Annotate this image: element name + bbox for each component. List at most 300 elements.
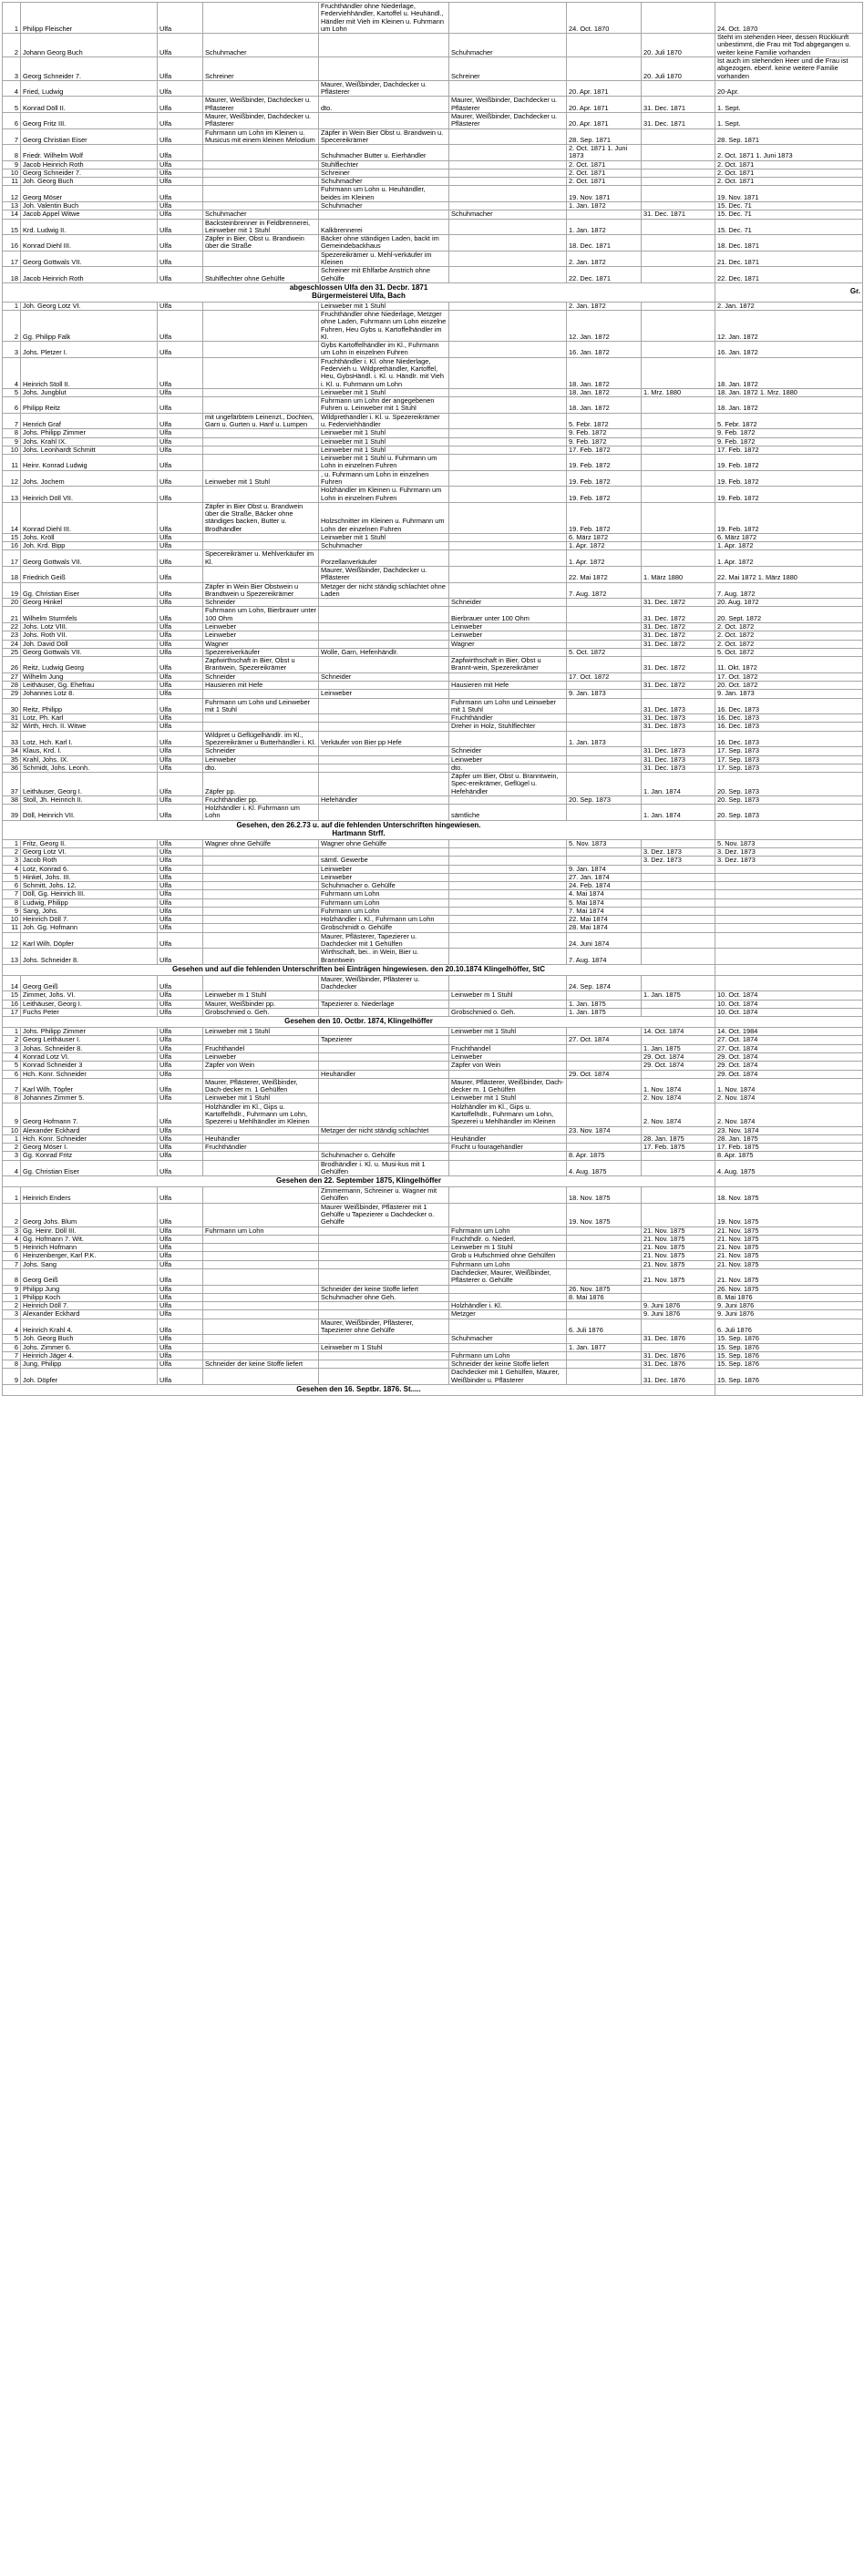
cell-ort: Ulfa: [158, 873, 203, 881]
cell-gewerbe-2: Schuhmacher: [319, 542, 449, 550]
cell-nr: 1: [3, 302, 21, 310]
cell-ende: [642, 302, 715, 310]
cell-nr: 8: [3, 1360, 21, 1369]
cell-gewerbe-1: Fruchthändler: [203, 1144, 319, 1152]
table-row: [3, 1134, 863, 1143]
cell-nr: 14: [3, 502, 21, 533]
cell-ende: [642, 128, 715, 145]
cell-name: Schmitt, Johs. 12.: [21, 882, 158, 890]
cell-ende: 31. Dec. 1873: [642, 714, 715, 723]
cell-gewerbe-2: [319, 1044, 449, 1052]
cell-gewerbe-3: Wagner: [449, 640, 567, 648]
cell-ort: Ulfa: [158, 1134, 203, 1143]
cell-gewerbe-2: Bäcker ohne ständigen Laden, backt im Gemeindebackhaus: [319, 235, 449, 251]
cell-nr: 3: [3, 1044, 21, 1052]
cell-nr: 4: [3, 865, 21, 873]
cell-gewerbe-1: Leinweber mit 1 Stuhl: [203, 1028, 319, 1036]
cell-ende: 31. Dec. 1876: [642, 1335, 715, 1343]
cell-name: Joh. David Döll: [21, 640, 158, 648]
cell-beginn: 1. Jan. 1875: [567, 1008, 642, 1016]
cell-bemerkung: 15. Dec. 71: [715, 210, 863, 219]
table-row: [3, 202, 863, 210]
cell-ort: Ulfa: [158, 1360, 203, 1369]
cell-bemerkung: 2. Jan. 1872: [715, 302, 863, 310]
table-row: [3, 550, 863, 567]
cell-bemerkung: 19. Nov. 1871: [715, 186, 863, 202]
cell-name: Johs. Philipp Zimmer: [21, 1028, 158, 1036]
cell-gewerbe-2: [319, 1260, 449, 1268]
cell-ende: 14. Oct. 1874: [642, 1028, 715, 1036]
cell-nr: 5: [3, 1335, 21, 1343]
cell-gewerbe-1: [203, 932, 319, 949]
cell-gewerbe-3: [449, 648, 567, 656]
cell-ort: Ulfa: [158, 3, 203, 34]
cell-ort: Ulfa: [158, 1244, 203, 1252]
cell-ende: [642, 949, 715, 965]
cell-ort: Ulfa: [158, 550, 203, 567]
cell-gewerbe-1: Schuhmacher: [203, 210, 319, 219]
cell-ende: [642, 357, 715, 388]
cell-ort: Ulfa: [158, 1103, 203, 1126]
cell-gewerbe-1: [203, 1260, 319, 1268]
cell-name: Jung, Philipp: [21, 1360, 158, 1369]
cell-bemerkung: 19. Feb. 1872: [715, 502, 863, 533]
cell-beginn: [567, 631, 642, 640]
cell-gewerbe-2: [319, 1062, 449, 1070]
cell-ende: 9. Juni 1876: [642, 1302, 715, 1310]
cell-gewerbe-1: Schneider: [203, 672, 319, 681]
cell-gewerbe-2: Porzellanverkäufer: [319, 550, 449, 567]
cell-ort: Ulfa: [158, 1302, 203, 1310]
cell-nr: 8: [3, 1269, 21, 1286]
table-row: [3, 1293, 863, 1301]
cell-bemerkung: 21. Dec. 1871: [715, 251, 863, 267]
table-row: [3, 932, 863, 949]
table-row: [3, 991, 863, 1000]
cell-bemerkung: 27. Oct. 1874: [715, 1044, 863, 1052]
cell-nr: 19: [3, 582, 21, 599]
cell-name: Johs. Jochem: [21, 470, 158, 487]
table-row: [3, 1335, 863, 1343]
cell-gewerbe-1: [203, 890, 319, 898]
cell-gewerbe-3: Schuhmacher: [449, 210, 567, 219]
cell-beginn: 4. Aug. 1875: [567, 1160, 642, 1176]
cell-beginn: 4. Mai 1874: [567, 890, 642, 898]
cell-nr: 9: [3, 437, 21, 446]
cell-beginn: 7. Aug. 1874: [567, 949, 642, 965]
cell-gewerbe-3: [449, 311, 567, 342]
cell-name: Ludwig, Philipp: [21, 898, 158, 907]
cell-gewerbe-3: [449, 446, 567, 454]
cell-gewerbe-1: [203, 251, 319, 267]
cell-ende: 9. Juni 1876: [642, 1310, 715, 1319]
cell-ende: 31. Dec. 1871: [642, 112, 715, 128]
cell-gewerbe-2: Leinweber mit 1 Stuhl: [319, 446, 449, 454]
cell-gewerbe-3: [449, 1203, 567, 1226]
cell-ende: [642, 413, 715, 429]
cell-ort: Ulfa: [158, 1235, 203, 1243]
table-row: [3, 599, 863, 607]
section-note-right: [715, 1384, 863, 1395]
cell-gewerbe-2: Verkäufer von Bier pp Hefe: [319, 731, 449, 747]
cell-ende: [642, 907, 715, 915]
cell-beginn: [567, 1252, 642, 1260]
cell-bemerkung: 12. Jan. 1872: [715, 311, 863, 342]
cell-ort: Ulfa: [158, 1260, 203, 1268]
cell-gewerbe-1: Spezereiverkäufer: [203, 648, 319, 656]
cell-nr: 9: [3, 1285, 21, 1293]
cell-name: Alexander Eckhard: [21, 1126, 158, 1134]
cell-nr: 3: [3, 1226, 21, 1235]
cell-gewerbe-1: [203, 186, 319, 202]
cell-gewerbe-2: Wolle, Garn, Hefenhändlr.: [319, 648, 449, 656]
table-row: [3, 1351, 863, 1360]
table-row: [3, 714, 863, 723]
cell-gewerbe-3: Schneider der keine Stoffe liefert: [449, 1360, 567, 1369]
table-row: [3, 311, 863, 342]
cell-gewerbe-1: [203, 916, 319, 924]
cell-gewerbe-3: [449, 567, 567, 583]
cell-beginn: 2. Jan. 1872: [567, 302, 642, 310]
cell-beginn: 6. Juli 1876: [567, 1319, 642, 1335]
cell-nr: 38: [3, 795, 21, 804]
cell-gewerbe-2: Wirthschaft, bei.. in Wein, Bier u. Branntwein: [319, 949, 449, 965]
cell-nr: 13: [3, 487, 21, 503]
table-row: [3, 723, 863, 731]
cell-nr: 15: [3, 219, 21, 235]
cell-ende: [642, 1293, 715, 1301]
cell-ort: Ulfa: [158, 1293, 203, 1301]
cell-nr: 16: [3, 1000, 21, 1008]
cell-gewerbe-1: [203, 1252, 319, 1260]
cell-gewerbe-3: Maurer, Weißbinder, Dachdecker u. Pflästerer: [449, 112, 567, 128]
cell-bemerkung: 20-Apr.: [715, 80, 863, 97]
cell-name: Georg Gottwals VII.: [21, 550, 158, 567]
cell-ort: Ulfa: [158, 898, 203, 907]
cell-nr: 9: [3, 1369, 21, 1385]
cell-beginn: 29. Oct. 1874: [567, 1070, 642, 1078]
cell-gewerbe-1: [203, 357, 319, 388]
cell-bemerkung: 16. Dec. 1873: [715, 723, 863, 731]
cell-gewerbe-1: [203, 397, 319, 414]
cell-ende: [642, 470, 715, 487]
cell-gewerbe-3: [449, 731, 567, 747]
table-row: [3, 470, 863, 487]
cell-ort: Ulfa: [158, 698, 203, 714]
table-row: [3, 186, 863, 202]
cell-gewerbe-2: Fuhrmann um Lohn: [319, 890, 449, 898]
cell-beginn: 5. Oct. 1872: [567, 648, 642, 656]
cell-bemerkung: 17. Sep. 1873: [715, 747, 863, 755]
cell-name: Philipp Koch: [21, 1293, 158, 1301]
cell-ende: [642, 542, 715, 550]
cell-beginn: [567, 1028, 642, 1036]
cell-gewerbe-2: Kalkbrennerei: [319, 219, 449, 235]
cell-bemerkung: 17. Sep. 1873: [715, 755, 863, 764]
cell-name: Johs. Zimmer 6.: [21, 1343, 158, 1351]
cell-ort: Ulfa: [158, 755, 203, 764]
cell-bemerkung: 8. Apr. 1875: [715, 1152, 863, 1160]
cell-gewerbe-2: Schreiner: [319, 169, 449, 177]
cell-gewerbe-2: [319, 1226, 449, 1235]
cell-gewerbe-2: [319, 640, 449, 648]
cell-name: Georg Lotz VI.: [21, 847, 158, 856]
cell-gewerbe-3: [449, 487, 567, 503]
cell-ende: 31. Dec. 1872: [642, 623, 715, 631]
cell-nr: 7: [3, 128, 21, 145]
cell-bemerkung: 21. Nov. 1875: [715, 1269, 863, 1286]
cell-gewerbe-2: [319, 631, 449, 640]
cell-beginn: [567, 657, 642, 673]
cell-gewerbe-1: [203, 1152, 319, 1160]
table-row: [3, 882, 863, 890]
cell-bemerkung: 22. Mai 1872 1. März 1880: [715, 567, 863, 583]
cell-ende: [642, 502, 715, 533]
cell-nr: 7: [3, 1078, 21, 1094]
table-row: [3, 1028, 863, 1036]
cell-beginn: [567, 755, 642, 764]
cell-ort: Ulfa: [158, 1343, 203, 1351]
cell-gewerbe-2: [319, 1360, 449, 1369]
cell-ort: Ulfa: [158, 924, 203, 932]
cell-gewerbe-2: [319, 847, 449, 856]
cell-beginn: [567, 773, 642, 796]
cell-beginn: 24. Juni 1874: [567, 932, 642, 949]
cell-gewerbe-1: [203, 202, 319, 210]
cell-bemerkung: 15. Sep. 1876: [715, 1335, 863, 1343]
cell-beginn: 28. Mai 1874: [567, 924, 642, 932]
cell-gewerbe-3: [449, 388, 567, 396]
cell-ort: Ulfa: [158, 97, 203, 113]
table-row: [3, 97, 863, 113]
cell-gewerbe-1: [203, 342, 319, 358]
cell-bemerkung: 26. Nov. 1875: [715, 1285, 863, 1293]
cell-beginn: [567, 1134, 642, 1143]
cell-nr: 16: [3, 235, 21, 251]
cell-ort: Ulfa: [158, 599, 203, 607]
cell-gewerbe-3: [449, 924, 567, 932]
cell-name: Johannes Zimmer 5.: [21, 1094, 158, 1103]
cell-gewerbe-3: [449, 690, 567, 698]
cell-gewerbe-1: Maurer, Weißbinder pp.: [203, 1000, 319, 1008]
table-row: [3, 56, 863, 80]
cell-gewerbe-1: Zäpfer in Wein Bier Obstwein u Brandtwein u Spezereikrämer: [203, 582, 319, 599]
cell-gewerbe-3: [449, 397, 567, 414]
cell-nr: 16: [3, 542, 21, 550]
cell-name: Heinrich Döll 7.: [21, 1302, 158, 1310]
cell-beginn: 22. Mai 1872: [567, 567, 642, 583]
cell-beginn: 26. Nov. 1875: [567, 1285, 642, 1293]
cell-bemerkung: 18. Jan. 1872 1. Mrz. 1880: [715, 388, 863, 396]
cell-gewerbe-1: Maurer, Pflästerer, Weißbinder, Dach-decker m. 1 Gehülfen: [203, 1078, 319, 1094]
cell-name: Georg Schneider 7.: [21, 169, 158, 177]
cell-nr: 2: [3, 847, 21, 856]
cell-gewerbe-2: [319, 607, 449, 623]
cell-ende: 21. Nov. 1875: [642, 1252, 715, 1260]
cell-ende: [642, 429, 715, 437]
cell-gewerbe-2: Holzhändler i. Kl., Fuhrmann um Lohn: [319, 916, 449, 924]
cell-ende: 31. Dec. 1873: [642, 764, 715, 772]
cell-gewerbe-2: [319, 599, 449, 607]
cell-gewerbe-1: Stuhlflechter ohne Gehülfe: [203, 267, 319, 283]
cell-bemerkung: 2. Oct. 1871 1. Juni 1873: [715, 145, 863, 161]
cell-nr: 2: [3, 1036, 21, 1044]
cell-gewerbe-1: Wagner: [203, 640, 319, 648]
cell-beginn: 28. Sep. 1871: [567, 128, 642, 145]
cell-name: Heinzenberger, Karl P.K.: [21, 1252, 158, 1260]
table-row: [3, 455, 863, 471]
cell-name: Konrad Diehl III.: [21, 502, 158, 533]
cell-nr: 32: [3, 723, 21, 731]
cell-bemerkung: 29. Oct. 1874: [715, 1070, 863, 1078]
table-row: [3, 235, 863, 251]
cell-name: Georg Johs. Blum: [21, 1203, 158, 1226]
cell-bemerkung: 8. Mai 1876: [715, 1293, 863, 1301]
cell-name: Lotz, Hch. Karl I.: [21, 731, 158, 747]
cell-gewerbe-2: [319, 1103, 449, 1126]
cell-nr: 14: [3, 210, 21, 219]
section-note: Gesehen den 22. September 1875, Klingelhöffer: [3, 1176, 715, 1187]
cell-gewerbe-2: [319, 747, 449, 755]
cell-gewerbe-2: dto.: [319, 97, 449, 113]
cell-name: Friedrich Geiß: [21, 567, 158, 583]
cell-nr: 3: [3, 1152, 21, 1160]
cell-name: Jacob Heinrich Roth: [21, 160, 158, 169]
cell-gewerbe-3: [449, 882, 567, 890]
cell-ende: 3. Dez. 1873: [642, 857, 715, 865]
cell-ende: [642, 342, 715, 358]
cell-name: Heinrich Stoll II.: [21, 357, 158, 388]
cell-gewerbe-1: Holzhändler i. Kl. Fuhrmann um Lohn: [203, 805, 319, 821]
cell-gewerbe-3: Grobschmied o. Geh.: [449, 1008, 567, 1016]
cell-nr: 8: [3, 429, 21, 437]
cell-ort: Ulfa: [158, 267, 203, 283]
cell-gewerbe-2: Holzhändler im Kleinen u. Fuhrmann um Lohn in einzelnen Fuhren: [319, 487, 449, 503]
cell-gewerbe-3: Metzger: [449, 1310, 567, 1319]
cell-bemerkung: 5. Nov. 1873: [715, 839, 863, 847]
cell-gewerbe-3: [449, 413, 567, 429]
cell-nr: 18: [3, 567, 21, 583]
cell-gewerbe-1: [203, 1070, 319, 1078]
cell-gewerbe-2: [319, 714, 449, 723]
cell-bemerkung: [715, 975, 863, 991]
cell-beginn: 20. Sep. 1873: [567, 795, 642, 804]
gewerbe-register-table: [2, 2, 863, 1396]
cell-ende: [642, 582, 715, 599]
cell-bemerkung: 21. Nov. 1875: [715, 1260, 863, 1268]
cell-gewerbe-2: Leinweber mit 1 Stuhl: [319, 437, 449, 446]
table-row: [3, 80, 863, 97]
cell-name: Joh. Krd. Bipp: [21, 542, 158, 550]
cell-gewerbe-1: Fuhrmann um Lohn: [203, 1226, 319, 1235]
cell-gewerbe-3: [449, 178, 567, 186]
table-row: [3, 764, 863, 772]
cell-gewerbe-1: [203, 1203, 319, 1226]
cell-ort: Ulfa: [158, 657, 203, 673]
table-row: [3, 924, 863, 932]
cell-gewerbe-1: [203, 311, 319, 342]
table-row: [3, 1252, 863, 1260]
cell-gewerbe-1: [203, 857, 319, 865]
cell-nr: 4: [3, 1160, 21, 1176]
table-row: [3, 865, 863, 873]
cell-nr: 17: [3, 1008, 21, 1016]
cell-bemerkung: 21. Nov. 1875: [715, 1252, 863, 1260]
cell-ende: [642, 1070, 715, 1078]
table-row: [3, 446, 863, 454]
cell-gewerbe-3: Bierbrauer unter 100 Ohm: [449, 607, 567, 623]
cell-name: Wirth, Hrch. II. Witwe: [21, 723, 158, 731]
cell-beginn: 8. Mai 1876: [567, 1293, 642, 1301]
cell-beginn: [567, 1360, 642, 1369]
cell-nr: 9: [3, 907, 21, 915]
cell-gewerbe-2: Maurer, Weißbinder, Pflästerer u. Dachdecker: [319, 975, 449, 991]
cell-beginn: [567, 1335, 642, 1343]
cell-gewerbe-3: Fuhrmann um Lohn: [449, 1226, 567, 1235]
cell-ort: Ulfa: [158, 607, 203, 623]
cell-bemerkung: [715, 890, 863, 898]
cell-beginn: [567, 599, 642, 607]
cell-name: Georg Hofmann 7.: [21, 1103, 158, 1126]
cell-gewerbe-3: [449, 357, 567, 388]
cell-gewerbe-2: Grobschmidt o. Gehülfe: [319, 924, 449, 932]
cell-gewerbe-2: Fruchthändler ohne Niederlage, Metzger ohne Laden, Fuhrmann um Lohn einzelne Fuhren, Heu Gybs u. Kartoffelhändler im Kl.: [319, 311, 449, 342]
cell-ort: Ulfa: [158, 1226, 203, 1235]
cell-gewerbe-2: Schreiner mit Ehlfarbe Anstrich ohne Gehülfe: [319, 267, 449, 283]
cell-bemerkung: 28. Sep. 1871: [715, 128, 863, 145]
cell-name: Heinrich Jäger 4.: [21, 1351, 158, 1360]
cell-bemerkung: [715, 865, 863, 873]
cell-gewerbe-1: [203, 847, 319, 856]
cell-beginn: 27. Oct. 1874: [567, 1036, 642, 1044]
cell-gewerbe-2: [319, 1134, 449, 1143]
cell-nr: 34: [3, 747, 21, 755]
cell-ort: Ulfa: [158, 1152, 203, 1160]
section-note-right: Gr.: [715, 282, 863, 302]
cell-gewerbe-1: [203, 690, 319, 698]
cell-beginn: 2. Oct. 1871: [567, 160, 642, 169]
cell-ort: Ulfa: [158, 1028, 203, 1036]
cell-nr: 13: [3, 202, 21, 210]
cell-ort: Ulfa: [158, 1335, 203, 1343]
table-row: [3, 907, 863, 915]
cell-ende: 21. Nov. 1875: [642, 1244, 715, 1252]
cell-ort: Ulfa: [158, 1094, 203, 1103]
cell-gewerbe-1: Leinweber mit 1 Stuhl: [203, 470, 319, 487]
table-row: [3, 357, 863, 388]
cell-gewerbe-1: [203, 723, 319, 731]
cell-name: Johannes Lotz 8.: [21, 690, 158, 698]
cell-name: Joh. Georg Buch: [21, 178, 158, 186]
cell-ende: 31. Dec. 1872: [642, 681, 715, 689]
cell-beginn: [567, 56, 642, 80]
cell-gewerbe-3: [449, 857, 567, 865]
cell-gewerbe-3: Leinweber: [449, 755, 567, 764]
cell-gewerbe-3: [449, 455, 567, 471]
cell-gewerbe-3: [449, 235, 567, 251]
cell-bemerkung: 2. Nov. 1874: [715, 1103, 863, 1126]
cell-bemerkung: 5. Febr. 1872: [715, 413, 863, 429]
cell-ort: Ulfa: [158, 690, 203, 698]
cell-ort: Ulfa: [158, 56, 203, 80]
cell-gewerbe-3: Zapfwirthschaft in Bier, Obst u Brannt-wein, Spezereikrämer: [449, 657, 567, 673]
cell-nr: 25: [3, 648, 21, 656]
cell-ort: Ulfa: [158, 795, 203, 804]
table-row: [3, 533, 863, 541]
cell-ende: 31. Dec. 1873: [642, 723, 715, 731]
cell-name: Fritz, Georg II.: [21, 839, 158, 847]
cell-name: Philipp Jung: [21, 1285, 158, 1293]
